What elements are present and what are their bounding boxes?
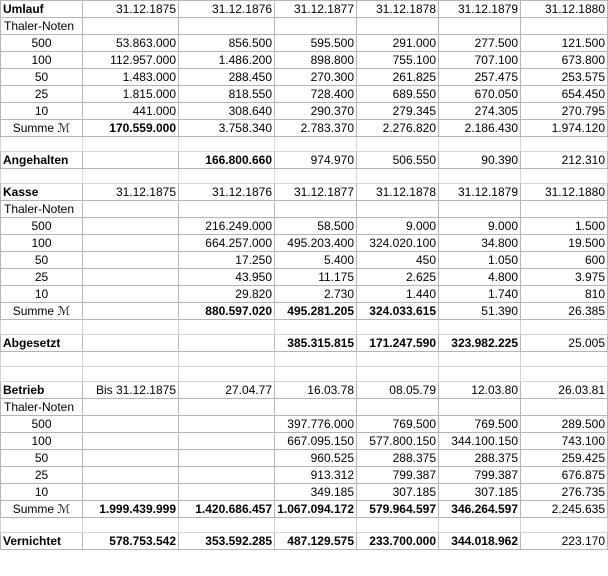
vernichtet-row (1, 533, 608, 550)
value-cell[interactable]: 769.500 (357, 416, 439, 433)
betrieb-500-row (1, 416, 608, 433)
umlauf-thaler-noten-row (1, 18, 608, 35)
umlauf-100-row (1, 52, 608, 69)
value-cell[interactable]: 1.050 (439, 252, 521, 269)
value-cell[interactable] (439, 352, 521, 367)
umlauf-summe-row (1, 120, 608, 137)
value-cell[interactable] (357, 201, 439, 218)
betrieb-thaler-noten-row (1, 399, 608, 416)
row-label-cell[interactable] (1, 518, 83, 533)
row-label-cell[interactable]: Summe ℳ (1, 120, 83, 137)
value-cell[interactable] (179, 450, 275, 467)
value-cell[interactable]: 2.783.370 (275, 120, 357, 137)
value-cell[interactable]: 277.500 (439, 35, 521, 52)
value-cell[interactable]: 08.05.79 (357, 382, 439, 399)
betrieb-50-row (1, 450, 608, 467)
row-label-cell[interactable]: Abgesetzt (1, 335, 83, 352)
value-cell[interactable] (521, 518, 608, 533)
value-cell[interactable] (179, 352, 275, 367)
value-cell[interactable]: 26.03.81 (521, 382, 608, 399)
abgesetzt-row (1, 335, 608, 352)
value-cell[interactable]: 31.12.1878 (357, 184, 439, 201)
value-cell[interactable] (83, 433, 179, 450)
kasse-thaler-noten-row (1, 201, 608, 218)
value-cell[interactable] (83, 484, 179, 501)
row-label-cell[interactable]: 100 (1, 52, 83, 69)
value-cell[interactable]: 121.500 (521, 35, 608, 52)
value-cell[interactable]: 349.185 (275, 484, 357, 501)
value-cell[interactable]: 799.387 (357, 467, 439, 484)
betrieb-25-row (1, 467, 608, 484)
value-cell[interactable]: 1.974.120 (521, 120, 608, 137)
value-cell[interactable]: 344.018.962 (439, 533, 521, 550)
value-cell[interactable]: 577.800.150 (357, 433, 439, 450)
value-cell[interactable] (83, 467, 179, 484)
value-cell[interactable]: 818.550 (179, 86, 275, 103)
value-cell[interactable]: 353.592.285 (179, 533, 275, 550)
row-label-cell[interactable]: 100 (1, 433, 83, 450)
value-cell[interactable]: 9.000 (439, 218, 521, 235)
value-cell[interactable]: 31.12.1877 (275, 184, 357, 201)
value-cell[interactable] (83, 367, 179, 382)
row-label-cell[interactable] (1, 320, 83, 335)
value-cell[interactable] (83, 518, 179, 533)
value-cell[interactable]: 16.03.78 (275, 382, 357, 399)
value-cell[interactable] (521, 399, 608, 416)
value-cell[interactable]: 441.000 (83, 103, 179, 120)
value-cell[interactable]: 495.203.400 (275, 235, 357, 252)
value-cell[interactable]: 1.500 (521, 218, 608, 235)
value-cell[interactable]: 261.825 (357, 69, 439, 86)
value-cell[interactable]: 19.500 (521, 235, 608, 252)
value-cell[interactable]: 1.999.439.999 (83, 501, 179, 518)
row-label-cell[interactable]: Summe ℳ (1, 303, 83, 320)
value-cell[interactable]: 664.257.000 (179, 235, 275, 252)
value-cell[interactable]: 51.390 (439, 303, 521, 320)
value-cell[interactable] (439, 518, 521, 533)
row-label-cell[interactable]: 50 (1, 450, 83, 467)
value-cell[interactable]: 913.312 (275, 467, 357, 484)
blank-row (1, 169, 608, 184)
value-cell[interactable]: 259.425 (521, 450, 608, 467)
value-cell[interactable] (439, 201, 521, 218)
value-cell[interactable]: 43.950 (179, 269, 275, 286)
value-cell[interactable]: 34.800 (439, 235, 521, 252)
value-cell[interactable]: 26.385 (521, 303, 608, 320)
value-cell[interactable] (275, 367, 357, 382)
value-cell[interactable]: 11.175 (275, 269, 357, 286)
value-cell[interactable] (179, 416, 275, 433)
value-cell[interactable]: 579.964.597 (357, 501, 439, 518)
row-label-cell[interactable]: Thaler-Noten (1, 201, 83, 218)
row-label-cell[interactable]: 25 (1, 86, 83, 103)
umlauf-25-row (1, 86, 608, 103)
value-cell[interactable] (83, 201, 179, 218)
blank-row (1, 137, 608, 152)
value-cell[interactable]: 17.250 (179, 252, 275, 269)
value-cell[interactable] (357, 399, 439, 416)
value-cell[interactable]: 31.12.1877 (275, 1, 357, 18)
kasse-summe-row (1, 303, 608, 320)
row-label-cell[interactable]: 10 (1, 103, 83, 120)
kasse-header-row (1, 184, 608, 201)
row-label-cell[interactable]: Summe ℳ (1, 501, 83, 518)
umlauf-50-row (1, 69, 608, 86)
value-cell[interactable]: 3.758.340 (179, 120, 275, 137)
value-cell[interactable]: 1.067.094.172 (275, 501, 357, 518)
value-cell[interactable] (439, 169, 521, 184)
value-cell[interactable]: 5.400 (275, 252, 357, 269)
value-cell[interactable] (179, 518, 275, 533)
value-cell[interactable]: 171.247.590 (357, 335, 439, 352)
value-cell[interactable]: 324.033.615 (357, 303, 439, 320)
value-cell[interactable] (357, 367, 439, 382)
value-cell[interactable]: 2.186.430 (439, 120, 521, 137)
value-cell[interactable]: 223.170 (521, 533, 608, 550)
value-cell[interactable]: 346.264.597 (439, 501, 521, 518)
value-cell[interactable]: 728.400 (275, 86, 357, 103)
value-cell[interactable]: 288.450 (179, 69, 275, 86)
value-cell[interactable] (439, 367, 521, 382)
value-cell[interactable] (179, 320, 275, 335)
value-cell[interactable] (439, 320, 521, 335)
value-cell[interactable] (275, 320, 357, 335)
value-cell[interactable] (83, 320, 179, 335)
value-cell[interactable]: 270.300 (275, 69, 357, 86)
value-cell[interactable]: 397.776.000 (275, 416, 357, 433)
value-cell[interactable]: 2.625 (357, 269, 439, 286)
value-cell[interactable] (83, 235, 179, 252)
kasse-25-row (1, 269, 608, 286)
value-cell[interactable]: 308.640 (179, 103, 275, 120)
value-cell[interactable]: 9.000 (357, 218, 439, 235)
value-cell[interactable]: 385.315.815 (275, 335, 357, 352)
value-cell[interactable]: 880.597.020 (179, 303, 275, 320)
value-cell[interactable]: 755.100 (357, 52, 439, 69)
value-cell[interactable] (83, 450, 179, 467)
value-cell[interactable]: 288.375 (357, 450, 439, 467)
angehalten-row (1, 152, 608, 169)
value-cell[interactable]: 1.483.000 (83, 69, 179, 86)
value-cell[interactable] (275, 399, 357, 416)
value-cell[interactable] (83, 335, 179, 352)
betrieb-100-row (1, 433, 608, 450)
value-cell[interactable]: 799.387 (439, 467, 521, 484)
value-cell[interactable]: 323.982.225 (439, 335, 521, 352)
umlauf-10-row (1, 103, 608, 120)
value-cell[interactable]: 670.050 (439, 86, 521, 103)
value-cell[interactable]: 31.12.1880 (521, 1, 608, 18)
value-cell[interactable] (83, 303, 179, 320)
value-cell[interactable] (357, 169, 439, 184)
value-cell[interactable]: 12.03.80 (439, 382, 521, 399)
value-cell[interactable] (275, 201, 357, 218)
value-cell[interactable]: 166.800.660 (179, 152, 275, 169)
row-label-cell[interactable] (1, 367, 83, 382)
row-label-cell[interactable] (1, 137, 83, 152)
value-cell[interactable]: 31.12.1876 (179, 184, 275, 201)
row-label-cell[interactable]: Angehalten (1, 152, 83, 169)
value-cell[interactable] (439, 18, 521, 35)
value-cell[interactable] (357, 518, 439, 533)
value-cell[interactable] (83, 218, 179, 235)
value-cell[interactable] (275, 137, 357, 152)
value-cell[interactable]: 233.700.000 (357, 533, 439, 550)
row-label-cell[interactable]: Thaler-Noten (1, 18, 83, 35)
value-cell[interactable]: 29.820 (179, 286, 275, 303)
value-cell[interactable] (83, 169, 179, 184)
value-cell[interactable]: 31.12.1876 (179, 1, 275, 18)
value-cell[interactable] (357, 320, 439, 335)
value-cell[interactable] (439, 137, 521, 152)
value-cell[interactable]: 898.800 (275, 52, 357, 69)
value-cell[interactable]: 667.095.150 (275, 433, 357, 450)
value-cell[interactable] (275, 518, 357, 533)
kasse-50-row (1, 252, 608, 269)
value-cell[interactable] (521, 169, 608, 184)
value-cell[interactable]: 31.12.1879 (439, 184, 521, 201)
value-cell[interactable] (83, 252, 179, 269)
value-cell[interactable]: 676.875 (521, 467, 608, 484)
row-label-cell[interactable]: 500 (1, 218, 83, 235)
value-cell[interactable] (275, 169, 357, 184)
value-cell[interactable]: 324.020.100 (357, 235, 439, 252)
value-cell[interactable]: 31.12.1875 (83, 184, 179, 201)
kasse-100-row (1, 235, 608, 252)
value-cell[interactable] (83, 152, 179, 169)
value-cell[interactable]: 1.815.000 (83, 86, 179, 103)
row-label-cell[interactable]: Umlauf (1, 1, 83, 18)
value-cell[interactable]: 1.740 (439, 286, 521, 303)
row-label-cell[interactable]: 500 (1, 35, 83, 52)
row-label-cell[interactable]: 25 (1, 467, 83, 484)
value-cell[interactable]: 600 (521, 252, 608, 269)
value-cell[interactable] (521, 137, 608, 152)
kasse-10-row (1, 286, 608, 303)
betrieb-10-row (1, 484, 608, 501)
value-cell[interactable]: 707.100 (439, 52, 521, 69)
value-cell[interactable]: 27.04.77 (179, 382, 275, 399)
value-cell[interactable] (83, 352, 179, 367)
umlauf-header-row (1, 1, 608, 18)
value-cell[interactable]: 31.12.1875 (83, 1, 179, 18)
blank-row (1, 352, 608, 367)
value-cell[interactable] (83, 18, 179, 35)
value-cell[interactable]: 25.005 (521, 335, 608, 352)
value-cell[interactable]: 450 (357, 252, 439, 269)
value-cell[interactable]: 578.753.542 (83, 533, 179, 550)
row-label-cell[interactable]: 500 (1, 416, 83, 433)
value-cell[interactable]: 112.957.000 (83, 52, 179, 69)
value-cell[interactable]: 495.281.205 (275, 303, 357, 320)
value-cell[interactable]: 856.500 (179, 35, 275, 52)
blank-row (1, 320, 608, 335)
blank-row (1, 518, 608, 533)
value-cell[interactable]: 279.345 (357, 103, 439, 120)
value-cell[interactable] (179, 137, 275, 152)
value-cell[interactable] (179, 467, 275, 484)
value-cell[interactable]: Bis 31.12.1875 (83, 382, 179, 399)
value-cell[interactable]: 673.800 (521, 52, 608, 69)
value-cell[interactable] (83, 137, 179, 152)
kasse-500-row (1, 218, 608, 235)
betrieb-header-row (1, 382, 608, 399)
value-cell[interactable]: 253.575 (521, 69, 608, 86)
value-cell[interactable]: 1.420.686.457 (179, 501, 275, 518)
value-cell[interactable]: 274.305 (439, 103, 521, 120)
value-cell[interactable]: 58.500 (275, 218, 357, 235)
value-cell[interactable] (179, 169, 275, 184)
value-cell[interactable] (357, 137, 439, 152)
row-label-cell[interactable]: Vernichtet (1, 533, 83, 550)
value-cell[interactable]: 974.970 (275, 152, 357, 169)
value-cell[interactable]: 2.245.635 (521, 501, 608, 518)
value-cell[interactable] (521, 18, 608, 35)
value-cell[interactable]: 4.800 (439, 269, 521, 286)
spreadsheet-body (1, 1, 608, 550)
value-cell[interactable]: 769.500 (439, 416, 521, 433)
value-cell[interactable]: 31.12.1880 (521, 184, 608, 201)
row-label-cell[interactable]: 50 (1, 69, 83, 86)
value-cell[interactable] (521, 320, 608, 335)
value-cell[interactable] (179, 367, 275, 382)
row-label-cell[interactable]: Thaler-Noten (1, 399, 83, 416)
value-cell[interactable]: 1.440 (357, 286, 439, 303)
value-cell[interactable]: 212.310 (521, 152, 608, 169)
value-cell[interactable]: 2.276.820 (357, 120, 439, 137)
value-cell[interactable] (521, 201, 608, 218)
value-cell[interactable]: 290.370 (275, 103, 357, 120)
value-cell[interactable]: 288.375 (439, 450, 521, 467)
row-label-cell[interactable]: 10 (1, 484, 83, 501)
value-cell[interactable]: 307.185 (357, 484, 439, 501)
value-cell[interactable]: 31.12.1879 (439, 1, 521, 18)
value-cell[interactable]: 595.500 (275, 35, 357, 52)
umlauf-500-row (1, 35, 608, 52)
value-cell[interactable] (179, 335, 275, 352)
value-cell[interactable]: 743.100 (521, 433, 608, 450)
row-label-cell[interactable]: Betrieb (1, 382, 83, 399)
value-cell[interactable]: 3.975 (521, 269, 608, 286)
value-cell[interactable] (179, 484, 275, 501)
value-cell[interactable] (275, 352, 357, 367)
value-cell[interactable]: 344.100.150 (439, 433, 521, 450)
value-cell[interactable] (521, 352, 608, 367)
row-label-cell[interactable] (1, 352, 83, 367)
value-cell[interactable]: 170.559.000 (83, 120, 179, 137)
value-cell[interactable] (179, 399, 275, 416)
blank-row (1, 367, 608, 382)
value-cell[interactable] (179, 201, 275, 218)
value-cell[interactable]: 506.550 (357, 152, 439, 169)
value-cell[interactable] (275, 18, 357, 35)
value-cell[interactable]: 689.550 (357, 86, 439, 103)
value-cell[interactable]: 257.475 (439, 69, 521, 86)
value-cell[interactable]: 90.390 (439, 152, 521, 169)
row-label-cell[interactable]: 100 (1, 235, 83, 252)
value-cell[interactable]: 810 (521, 286, 608, 303)
row-label-cell[interactable] (1, 169, 83, 184)
value-cell[interactable] (83, 286, 179, 303)
value-cell[interactable]: 291.000 (357, 35, 439, 52)
value-cell[interactable]: 270.795 (521, 103, 608, 120)
value-cell[interactable] (521, 367, 608, 382)
value-cell[interactable] (83, 416, 179, 433)
value-cell[interactable]: 307.185 (439, 484, 521, 501)
betrieb-summe-row (1, 501, 608, 518)
value-cell[interactable] (357, 352, 439, 367)
value-cell[interactable]: 960.525 (275, 450, 357, 467)
value-cell[interactable] (179, 433, 275, 450)
value-cell[interactable]: 487.129.575 (275, 533, 357, 550)
value-cell[interactable] (83, 399, 179, 416)
row-label-cell[interactable]: Kasse (1, 184, 83, 201)
value-cell[interactable]: 31.12.1878 (357, 1, 439, 18)
row-label-cell[interactable]: 50 (1, 252, 83, 269)
value-cell[interactable] (357, 18, 439, 35)
row-label-cell[interactable]: 25 (1, 269, 83, 286)
value-cell[interactable]: 216.249.000 (179, 218, 275, 235)
value-cell[interactable]: 276.735 (521, 484, 608, 501)
value-cell[interactable]: 53.863.000 (83, 35, 179, 52)
value-cell[interactable] (439, 399, 521, 416)
row-label-cell[interactable]: 10 (1, 286, 83, 303)
value-cell[interactable]: 289.500 (521, 416, 608, 433)
value-cell[interactable]: 654.450 (521, 86, 608, 103)
value-cell[interactable]: 1.486.200 (179, 52, 275, 69)
value-cell[interactable]: 2.730 (275, 286, 357, 303)
value-cell[interactable] (83, 269, 179, 286)
value-cell[interactable] (179, 18, 275, 35)
